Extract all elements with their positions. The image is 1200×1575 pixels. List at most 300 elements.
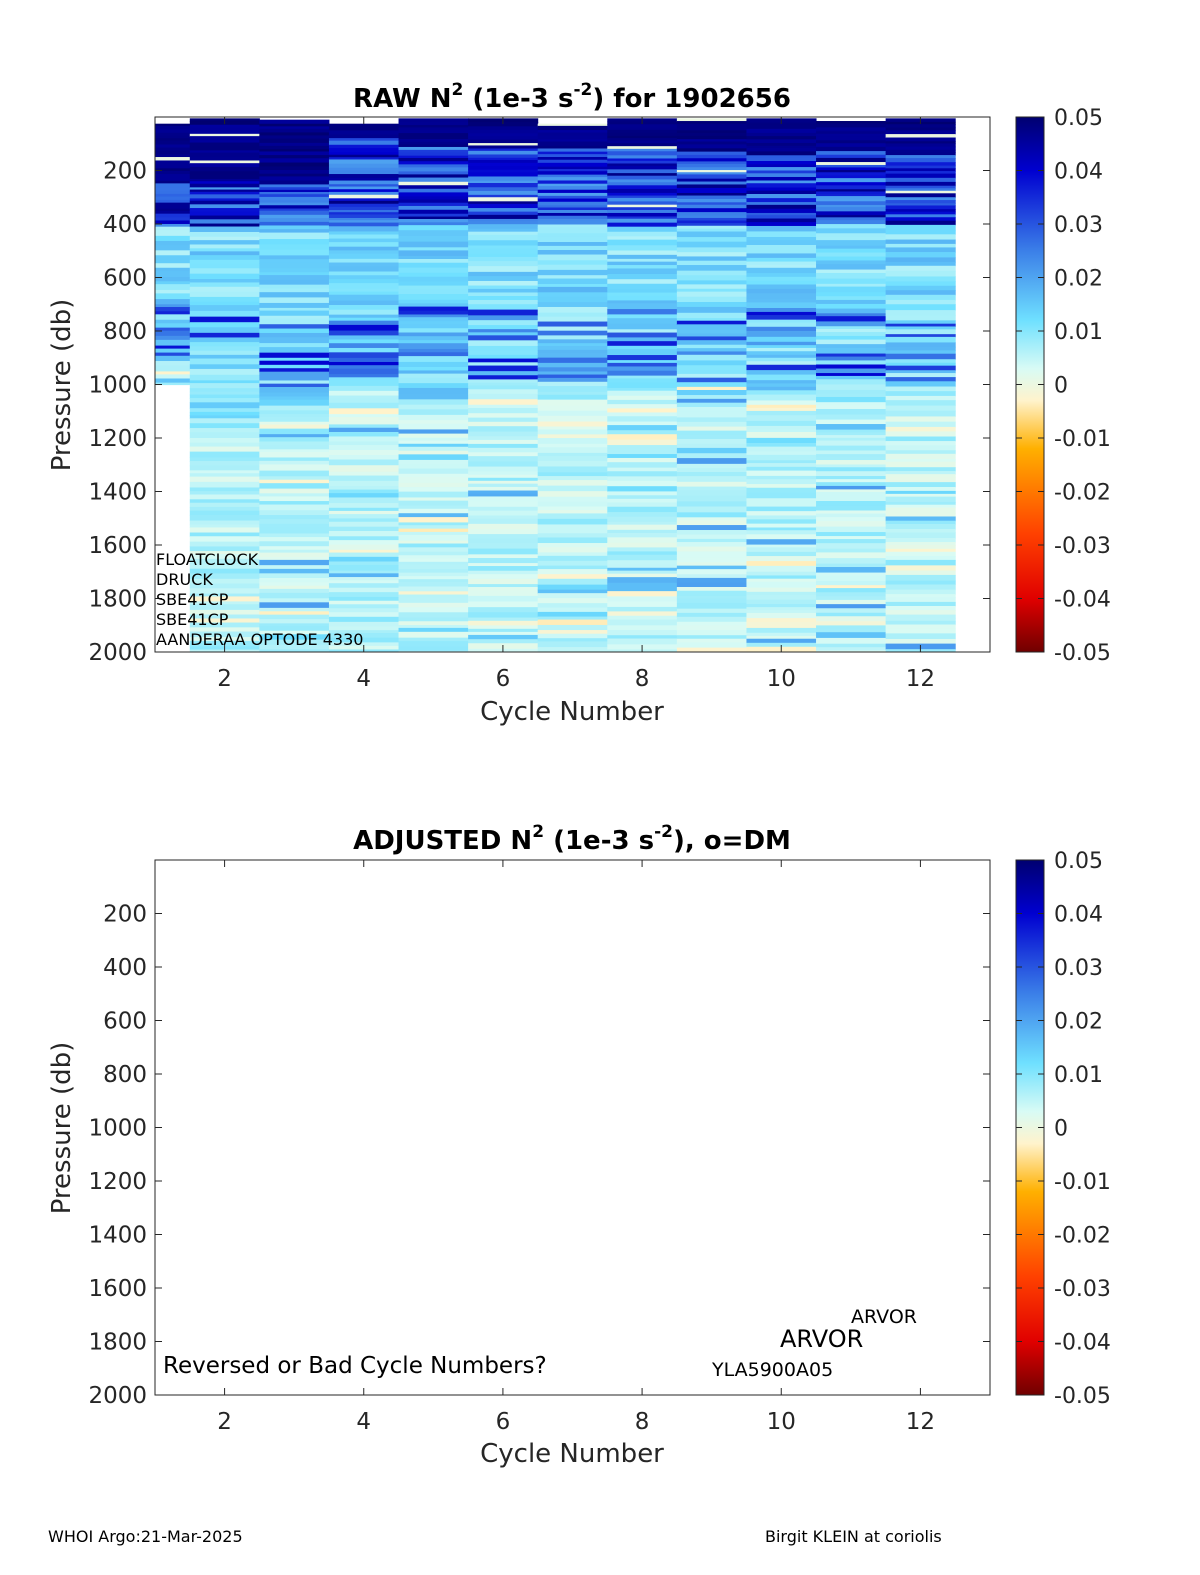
heatmap-cell [538,620,608,626]
heatmap-cell [329,340,399,344]
heatmap-cell [816,621,886,626]
heatmap-cell [607,586,677,592]
heatmap-cell [607,404,677,409]
heatmap-cell [468,204,538,209]
heatmap-cell [538,227,608,233]
heatmap-cell [538,411,608,417]
heatmap-cell [538,566,608,570]
heatmap-cell [399,182,469,186]
heatmap-cell [816,415,886,421]
y-tick-label: 400 [103,955,147,981]
annotation-optode: AANDERAA OPTODE 4330 [156,630,364,649]
heatmap-cell [538,135,608,140]
heatmap-cell [259,268,329,272]
heatmap-cell [816,296,886,300]
heatmap-cell [677,639,747,643]
heatmap-cell [607,391,677,397]
heatmap-cell [816,486,886,490]
heatmap-cell [190,260,260,264]
x-tick-label: 8 [634,666,650,692]
heatmap-cell [746,534,816,539]
heatmap-cell [607,337,677,341]
heatmap-cell [468,501,538,507]
heatmap-cell [746,639,816,644]
heatmap-cell [329,130,399,135]
heatmap-cell [538,569,608,575]
heatmap-cell [259,524,329,528]
heatmap-cell [538,265,608,271]
heatmap-cell [468,208,538,212]
heatmap-cell [607,625,677,630]
heatmap-cell [886,427,956,432]
x-tick-label: 8 [634,1409,650,1435]
heatmap-cell [190,208,260,212]
heatmap-cell [746,281,816,285]
heatmap-cell [538,612,608,617]
heatmap-cell [886,252,956,258]
heatmap-cell [816,233,886,238]
heatmap-cell [190,153,260,158]
chart-title: ADJUSTED $N^2$ (1e-3 $s^{-2}$), o=DM [353,822,791,856]
heatmap-cell [538,579,608,585]
heatmap-cell [677,390,747,396]
heatmap-cell [816,332,886,336]
heatmap-cell [399,374,469,379]
x-tick-label: 4 [356,1409,372,1435]
heatmap-cell [259,292,329,298]
heatmap-cell [677,324,747,330]
heatmap-cell [329,380,399,386]
heatmap-cell [538,177,608,181]
heatmap-cell [538,358,608,364]
heatmap-cell [816,446,886,451]
heatmap-cell [329,279,399,284]
heatmap-cell [259,537,329,542]
colorbar-tick-label: -0.05 [1054,1384,1111,1409]
heatmap-cell [538,405,608,411]
x-axis-label: Cycle Number [480,697,664,727]
heatmap-cell [259,582,329,586]
heatmap-cell [538,242,608,246]
heatmap-cell [886,225,956,231]
heatmap-cell [190,274,260,280]
heatmap-cell [468,315,538,320]
heatmap-cell [399,492,469,498]
heatmap-cell [190,227,260,233]
heatmap-cell [677,635,747,639]
heatmap-cell [399,225,469,231]
heatmap-cell [329,343,399,348]
heatmap-cell [677,439,747,444]
heatmap-cell [816,471,886,476]
heatmap-cell [677,609,747,614]
heatmap-cell [399,464,469,469]
heatmap-cell [677,453,747,458]
heatmap-cell [886,431,956,437]
heatmap-cell [607,591,677,597]
heatmap-cell [468,325,538,330]
heatmap-cell [329,557,399,562]
heatmap-cell [399,206,469,210]
heatmap-cell [886,584,956,590]
heatmap-cell [746,209,816,214]
heatmap-cell [259,406,329,411]
heatmap-cell [886,416,956,422]
heatmap-cell [886,247,956,252]
heatmap-cell [190,408,260,412]
heatmap-cell [468,607,538,613]
heatmap-cell [190,317,260,323]
heatmap-cell [190,507,260,511]
heatmap-cell [538,363,608,368]
heatmap-cell [607,445,677,449]
heatmap-cell [399,451,469,455]
heatmap-cell [259,158,329,163]
x-tick-label: 10 [766,1409,796,1435]
heatmap-cell [259,319,329,325]
heatmap-cell [399,460,469,464]
heatmap-cell [746,556,816,562]
heatmap-cell [816,638,886,644]
chart-title: RAW $N^2$ (1e-3 $s^{-2}$) for 1902656 [353,80,791,114]
heatmap-cell [329,565,399,571]
heatmap-cell [677,307,747,313]
heatmap-cell [607,416,677,422]
heatmap-cell [190,240,260,245]
heatmap-cell [607,227,677,233]
heatmap-cell [190,423,260,428]
heatmap-cell [259,578,329,583]
heatmap-cell [190,175,260,179]
heatmap-cell [399,336,469,341]
heatmap-cell [538,590,608,594]
heatmap-cell [886,606,956,611]
heatmap-cell [607,303,677,309]
heatmap-cell [259,476,329,480]
heatmap-cell [816,613,886,617]
heatmap-cell [886,271,956,277]
heatmap-cell [607,486,677,492]
heatmap-cell [259,400,329,406]
heatmap-cell [607,396,677,401]
heatmap-cell [259,619,329,624]
heatmap-cell [886,552,956,557]
colorbar-tick-label: -0.04 [1054,1330,1111,1356]
heatmap-cell [746,582,816,588]
heatmap-cell [886,516,956,521]
heatmap-cell [538,382,608,387]
heatmap-cell [886,625,956,630]
heatmap-cell [677,599,747,604]
heatmap-cell [399,311,469,315]
footer-left: WHOI Argo:21-Mar-2025 [48,1527,243,1546]
heatmap-cell [677,205,747,209]
heatmap-cell [190,157,260,161]
heatmap-cell [468,320,538,326]
heatmap-cell [329,259,399,263]
heatmap-cell [677,468,747,472]
heatmap-cell [329,540,399,545]
heatmap-cell [746,400,816,405]
heatmap-cell [746,226,816,232]
heatmap-cell [190,264,260,269]
heatmap-cell [607,274,677,280]
warning-annotation: Reversed or Bad Cycle Numbers? [163,1353,547,1379]
heatmap-cell [259,410,329,414]
heatmap-cell [259,480,329,484]
heatmap-cell [607,324,677,330]
heatmap-cell [607,309,677,315]
heatmap-cell [190,136,260,141]
heatmap-cell [468,292,538,296]
heatmap-cell [329,386,399,392]
heatmap-cell [538,233,608,237]
heatmap-cell [468,461,538,467]
heatmap-cell [886,262,956,266]
heatmap-cell [886,295,956,301]
heatmap-cell [329,135,399,139]
heatmap-cell [399,454,469,460]
heatmap-cell [607,547,677,552]
heatmap-cell [816,348,886,354]
heatmap-cell [816,390,886,394]
heatmap-cell [886,639,956,644]
heatmap-cell [190,327,260,333]
heatmap-cell [538,593,608,599]
heatmap-cell [468,529,538,534]
heatmap-cell [190,487,260,491]
heatmap-cell [329,583,399,588]
heatmap-cell [746,315,816,320]
x-tick-label: 2 [217,1409,232,1435]
heatmap-cell [399,628,469,633]
heatmap-cell [886,244,956,248]
heatmap-cell [677,642,747,648]
heatmap-cell [677,242,747,248]
heatmap-cell [677,490,747,496]
heatmap-cell [399,324,469,329]
heatmap-cell [538,529,608,534]
heatmap-cell [468,467,538,472]
heatmap-cell [677,280,747,285]
heatmap-cell [816,552,886,558]
heatmap-cell [399,289,469,294]
heatmap-cell [259,211,329,216]
heatmap-cell [746,622,816,628]
heatmap-cell [886,158,956,163]
heatmap-cell [607,502,677,507]
heatmap-cell [329,612,399,617]
x-tick-label: 10 [766,666,796,692]
y-tick-label: 2000 [88,1383,147,1409]
heatmap-cell [468,543,538,549]
heatmap-cell [468,621,538,626]
heatmap-cell [329,295,399,301]
heatmap-cell [816,273,886,279]
heatmap-cell [538,634,608,639]
heatmap-cell [329,522,399,528]
heatmap-cell [329,445,399,451]
heatmap-cell [538,270,608,276]
heatmap-cell [746,148,816,152]
heatmap-cell [190,495,260,500]
heatmap-cell [399,328,469,333]
heatmap-cell [190,443,260,448]
heatmap-cell [816,647,886,651]
heatmap-cell [886,310,956,316]
heatmap-cell [816,467,886,472]
heatmap-cell [886,347,956,351]
annotation-floatclock: FLOATCLOCK [156,550,259,569]
heatmap-cell [746,173,816,177]
heatmap-cell [468,281,538,286]
heatmap-cell [886,134,956,138]
heatmap-cell [259,375,329,381]
heatmap-cell [886,497,956,503]
heatmap-cell [607,499,677,503]
heatmap-cell [677,292,747,298]
heatmap-cell [538,561,608,566]
colorbar-tick-label: 0.03 [1054,956,1103,981]
heatmap-cell [329,223,399,227]
heatmap-cell [886,411,956,417]
heatmap-cell [607,468,677,472]
heatmap-cell [607,434,677,440]
heatmap-cell [538,367,608,372]
heatmap-cell [399,607,469,613]
heatmap-cell [886,508,956,514]
heatmap-cell [190,447,260,453]
heatmap-cell [399,259,469,263]
heatmap-cell [677,378,747,383]
heatmap-cell [677,547,747,552]
heatmap-cell [746,552,816,557]
heatmap-cell [468,539,538,544]
heatmap-cell [538,317,608,322]
heatmap-cell [816,143,886,147]
heatmap-cell [329,266,399,272]
y-tick-label: 200 [103,158,147,185]
heatmap-cell [746,488,816,493]
heatmap-cell [190,219,260,224]
heatmap-cell [538,556,608,562]
heatmap-cell [538,537,608,543]
heatmap-cell [677,232,747,238]
heatmap-cell [677,313,747,319]
heatmap-cell [886,628,956,634]
heatmap-cell [190,515,260,521]
heatmap-cell [746,299,816,303]
heatmap-cell [886,538,956,543]
heatmap-cell [886,467,956,471]
heatmap-cell [538,260,608,265]
heatmap-cell [329,164,399,169]
heatmap-cell [399,356,469,362]
heatmap-cell [607,430,677,435]
heatmap-cell [329,573,399,577]
heatmap-cell [259,139,329,144]
heatmap-cell [607,616,677,620]
heatmap-cell [259,129,329,133]
heatmap-cell [886,633,956,639]
heatmap-cell [607,476,677,481]
heatmap-cell [329,321,399,326]
heatmap-cell [468,235,538,241]
heatmap-cell [816,249,886,253]
heatmap-cell [538,339,608,343]
heatmap-cell [329,239,399,243]
heatmap-cell [190,438,260,443]
heatmap-cell [677,444,747,449]
heatmap-cell [677,330,747,334]
heatmap-cell [259,329,329,334]
heatmap-cell [190,143,260,147]
heatmap-cell [399,282,469,287]
colorbar-tick-label: -0.01 [1054,427,1111,452]
heatmap-cell [329,527,399,532]
heatmap-cell [677,237,747,242]
heatmap-cell [399,250,469,256]
heatmap-cell [816,279,886,285]
heatmap-cell [538,255,608,261]
heatmap-cell [886,590,956,595]
heatmap-cell [329,553,399,558]
heatmap-cell [399,509,469,514]
heatmap-cell [329,441,399,445]
heatmap-cell [816,420,886,425]
heatmap-cell [677,525,747,531]
heatmap-cell [677,472,747,477]
colorbar-tick-label: 0.03 [1054,213,1103,238]
heatmap-cell [607,639,677,645]
heatmap-cell [886,437,956,442]
heatmap-cell [816,364,886,369]
heatmap-cell [886,174,956,179]
heatmap-cell [190,473,260,477]
heatmap-cell [816,360,886,365]
heatmap-cell [468,346,538,351]
y-tick-label: 1200 [88,1169,147,1195]
heatmap-cell [607,408,677,413]
heatmap-cell [746,387,816,391]
heatmap-cell [329,436,399,442]
heatmap-cell [190,146,260,151]
heatmap-cell [538,307,608,313]
heatmap-cell [607,481,677,487]
annotation-sbe41cp-2: SBE41CP [156,610,229,629]
heatmap-cell [607,268,677,274]
heatmap-cell [468,296,538,301]
heatmap-cell [329,428,399,433]
heatmap-cell [329,301,399,306]
heatmap-cell [886,217,956,221]
heatmap-cell [259,393,329,397]
heatmap-cell [259,166,329,170]
heatmap-cell [329,493,399,498]
heatmap-cell [816,224,886,229]
heatmap-cell [399,333,469,337]
heatmap-cell [677,365,747,370]
heatmap-cell [746,167,816,171]
heatmap-cell [746,524,816,528]
heatmap-cell [746,277,816,282]
heatmap-cell [190,428,260,433]
x-tick-label: 6 [495,666,511,692]
heatmap-cell [190,432,260,438]
heatmap-cell [190,461,260,466]
heatmap-cell [886,441,956,446]
heatmap-cell [468,571,538,575]
